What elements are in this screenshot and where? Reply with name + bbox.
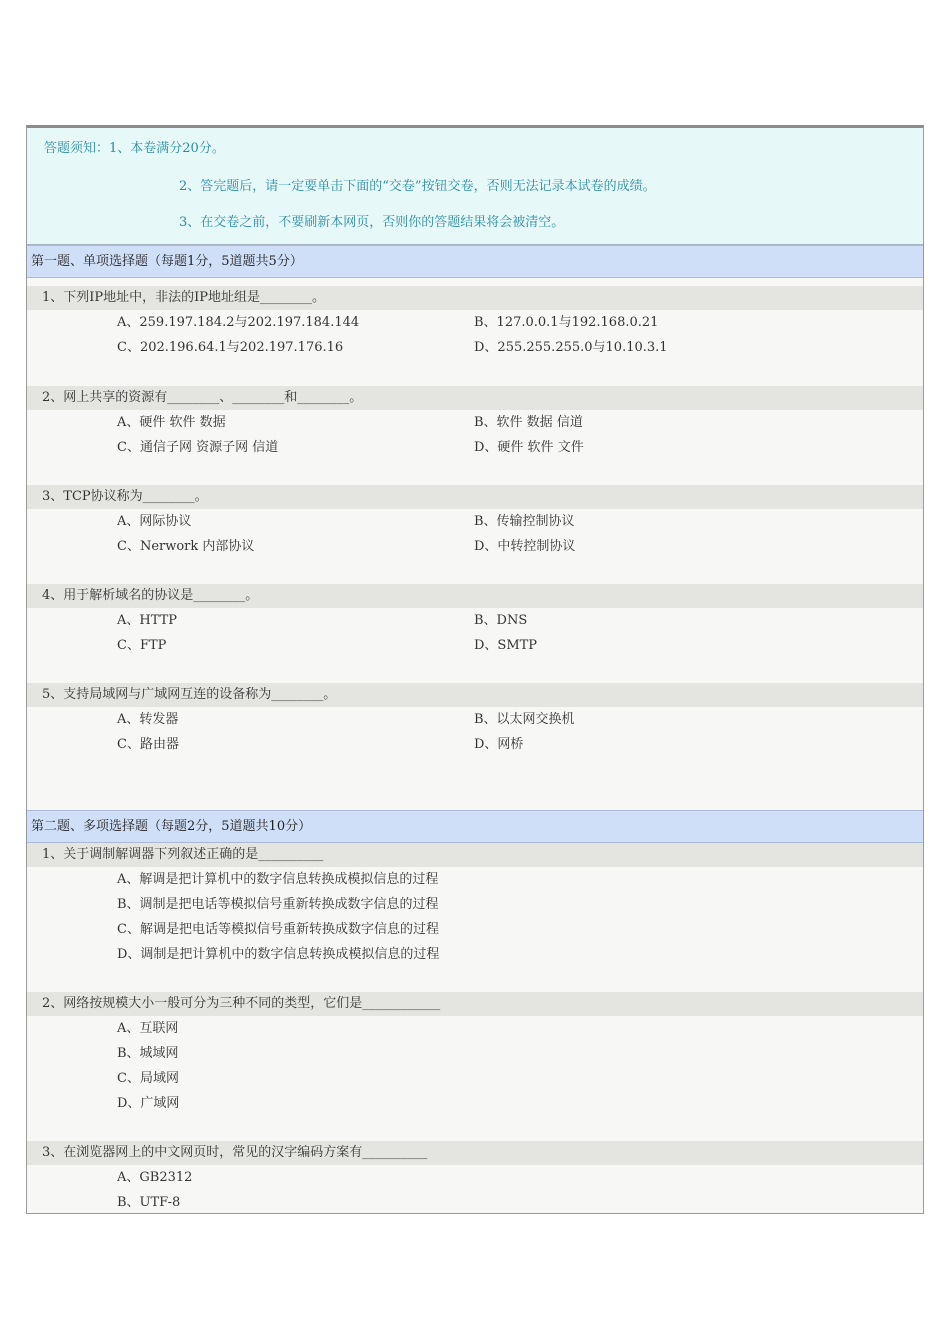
option-a[interactable]: A、解调是把计算机中的数字信息转换成模拟信息的过程 <box>117 872 439 887</box>
question-block <box>27 584 923 658</box>
notice-line-1: 答题须知：1、本卷满分20分。 <box>44 141 225 156</box>
option-b[interactable]: B、调制是把电话等模拟信号重新转换成数字信息的过程 <box>117 897 439 912</box>
question-block <box>27 1141 923 1214</box>
option-d[interactable]: D、网桥 <box>474 737 524 752</box>
option-c[interactable]: C、Nerwork 内部协议 <box>117 539 255 554</box>
option-b[interactable]: B、DNS <box>474 613 528 628</box>
question-block <box>27 843 923 967</box>
question-text: 2、网上共享的资源有________、________和________。 <box>27 386 923 410</box>
option-a[interactable]: A、HTTP <box>117 613 178 628</box>
option-c[interactable]: C、解调是把电话等模拟信号重新转换成数字信息的过程 <box>117 922 439 937</box>
question-text: 3、在浏览器网上的中文网页时，常见的汉字编码方案有__________ <box>27 1141 923 1165</box>
option-c[interactable]: C、路由器 <box>117 737 179 752</box>
option-c[interactable]: C、局域网 <box>117 1071 179 1086</box>
question-text: 1、关于调制解调器下列叙述正确的是__________ <box>27 843 923 867</box>
exam-paper <box>26 125 924 1214</box>
option-d[interactable]: D、中转控制协议 <box>474 539 576 554</box>
section-title-single-choice: 第一题、单项选择题（每题1分，5道题共5分） <box>27 245 923 278</box>
option-b[interactable]: B、传输控制协议 <box>474 514 575 529</box>
question-text: 4、用于解析域名的协议是________。 <box>27 584 923 608</box>
option-d[interactable]: D、SMTP <box>474 638 538 653</box>
question-text: 5、支持局域网与广域网互连的设备称为________。 <box>27 683 923 707</box>
question-block <box>27 485 923 559</box>
section-title-multiple-choice: 第二题、多项选择题（每题2分，5道题共10分） <box>27 810 923 843</box>
option-c[interactable]: C、FTP <box>117 638 167 653</box>
question-block <box>27 286 923 360</box>
option-b[interactable]: B、127.0.0.1与192.168.0.21 <box>474 315 659 330</box>
question-block <box>27 992 923 1116</box>
option-a[interactable]: A、转发器 <box>117 712 179 727</box>
option-d[interactable]: D、硬件 软件 文件 <box>474 440 584 455</box>
option-a[interactable]: A、259.197.184.2与202.197.184.144 <box>117 315 360 330</box>
exam-notice <box>27 128 923 245</box>
option-a[interactable]: A、GB2312 <box>117 1170 193 1185</box>
option-c[interactable]: C、通信子网 资源子网 信道 <box>117 440 279 455</box>
option-b[interactable]: B、以太网交换机 <box>474 712 575 727</box>
question-block <box>27 386 923 460</box>
option-b[interactable]: B、城域网 <box>117 1046 179 1061</box>
option-d[interactable]: D、255.255.255.0与10.10.3.1 <box>474 340 668 355</box>
option-d[interactable]: D、调制是把计算机中的数字信息转换成模拟信息的过程 <box>117 947 440 962</box>
notice-line-3: 3、在交卷之前，不要刷新本网页，否则你的答题结果将会被清空。 <box>179 215 565 230</box>
option-b[interactable]: B、UTF-8 <box>117 1195 181 1210</box>
option-a[interactable]: A、互联网 <box>117 1021 179 1036</box>
option-c[interactable]: C、202.196.64.1与202.197.176.16 <box>117 340 344 355</box>
question-text: 3、TCP协议称为________。 <box>27 485 923 509</box>
option-a[interactable]: A、硬件 软件 数据 <box>117 415 226 430</box>
question-block <box>27 683 923 757</box>
notice-line-2: 2、答完题后，请一定要单击下面的“交卷”按钮交卷，否则无法记录本试卷的成绩。 <box>179 179 656 194</box>
question-text: 2、网络按规模大小一般可分为三种不同的类型，它们是____________ <box>27 992 923 1016</box>
question-text: 1、下列IP地址中，非法的IP地址组是________。 <box>27 286 923 310</box>
option-b[interactable]: B、软件 数据 信道 <box>474 415 583 430</box>
option-a[interactable]: A、网际协议 <box>117 514 192 529</box>
option-d[interactable]: D、广域网 <box>117 1096 180 1111</box>
